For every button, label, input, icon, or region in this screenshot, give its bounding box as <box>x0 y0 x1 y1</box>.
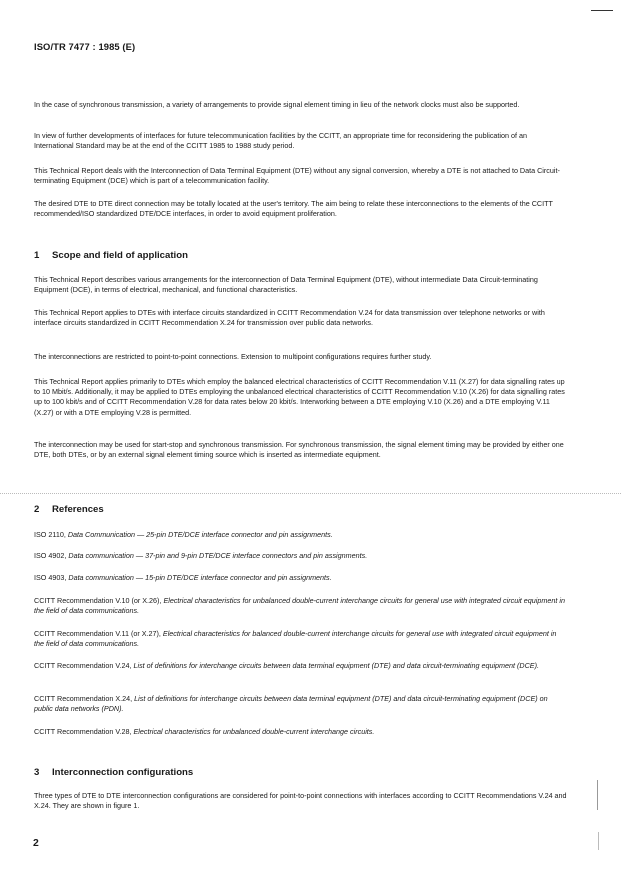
page-number: 2 <box>33 838 39 849</box>
section-title: Interconnection configurations <box>52 767 194 778</box>
reference-id: ISO 2110, <box>34 530 66 539</box>
intro-paragraph: This Technical Report deals with the Interconnection of Data Terminal Equipment (DTE) without any signal conversion, whereby a DTE is not attached to Data Circuit-terminating Equipment (DCE) which is part of a telecommunication facility. <box>34 166 560 186</box>
reference-title: List of definitions for interchange circuits between data terminal equipment (DTE) and data circuit-terminating equipment (DCE) on public data networks (PDN). <box>34 694 548 714</box>
reference-item <box>34 530 568 540</box>
intro-paragraph: The desired DTE to DTE direct connection may be totally located at the user's territory. The aim being to relate these interconnections to the elements of the CCITT recommended/ISO standardized DTE/DCE interfaces, in order to avoid equipment proliferation. <box>34 199 553 219</box>
intro-paragraph: In the case of synchronous transmission, a variety of arrangements to provide signal element timing in lieu of the network clocks must also be supported. <box>34 100 520 109</box>
reference-item <box>34 573 568 583</box>
section-1-paragraph: The interconnections are restricted to point-to-point connections. Extension to multipoint configurations requires further study. <box>34 352 432 361</box>
reference-title: Electrical characteristics for unbalanced double-current interchange circuits for general use with integrated circuit equipment in the field of data communications. <box>34 596 565 616</box>
reference-id: CCITT Recommendation V.10 (or X.26), <box>34 596 162 605</box>
top-right-rule <box>591 10 613 11</box>
reference-id: ISO 4903, <box>34 573 67 582</box>
reference-title: Data communication — 37-pin and 9-pin DTE/DCE interface connectors and pin assignments. <box>68 551 368 560</box>
section-3-heading <box>34 767 193 778</box>
reference-item <box>34 596 568 616</box>
reference-id: CCITT Recommendation V.28, <box>34 727 132 736</box>
section-number: 2 <box>34 504 40 515</box>
section-1-heading <box>34 250 188 261</box>
reference-item <box>34 551 568 561</box>
section-1-paragraph: This Technical Report applies to DTEs with interface circuits standardized in CCITT Recommendation V.24 for data transmission over telephone networks or with interface circuits standardized in CCITT Recommendation X.24 for transmission over public data networks. <box>34 308 545 328</box>
reference-id: CCITT Recommendation X.24, <box>34 694 133 703</box>
reference-title: Data communication — 15-pin DTE/DCE interface connector and pin assignments. <box>68 573 332 582</box>
reference-title: Electrical characteristics for balanced double-current interchange circuits for general use with integrated circuit equipment in the field of data communications. <box>34 629 557 649</box>
reference-item <box>34 727 568 737</box>
reference-id: ISO 4902, <box>34 551 67 560</box>
section-number: 3 <box>34 767 40 778</box>
section-1-paragraph: The interconnection may be used for start-stop and synchronous transmission. For synchronous transmission, the signal element timing may be provided by either one DTE, both DTEs, or by an external signal element timing source which is inserted as intermediate equipment. <box>34 440 564 460</box>
section-number: 1 <box>34 250 40 261</box>
section-title: Scope and field of application <box>52 250 188 261</box>
scan-edge-mark <box>598 832 599 850</box>
section-2-heading <box>34 504 104 515</box>
reference-id: CCITT Recommendation V.11 (or X.27), <box>34 629 161 638</box>
reference-title: Data Communication — 25-pin DTE/DCE interface connector and pin assignments. <box>67 530 333 539</box>
section-1-paragraph: This Technical Report applies primarily to DTEs which employ the balanced electrical characteristics of CCITT Recommendation V.11 (X.27) for data signalling rates up to 10 Mbit/s. Additionally, it may be applied to DTEs employing the unbalanced electrical characteristics of CCITT Recommendation V.10 (X.26) for data signalling rates up to 100 kbit/s and of CCITT Recommendation V.28 for data rates below 20 kbit/s. Interworking between a DTE employing V.10 (X.26) and a DTE employing V.11 (X.27) or with a DTE employing V.28 is permitted. <box>34 377 565 417</box>
reference-id: CCITT Recommendation V.24, <box>34 661 132 670</box>
reference-title: List of definitions for interchange circuits between data terminal equipment (DTE) and data circuit-terminating equipment (DCE). <box>133 661 539 670</box>
reference-item <box>34 694 568 714</box>
reference-title: Electrical characteristics for unbalanced double-current interchange circuits. <box>133 727 375 736</box>
reference-item <box>34 661 568 671</box>
section-1-paragraph: This Technical Report describes various arrangements for the interconnection of Data Terminal Equipment (DTE), without intermediate Data Circuit-terminating Equipment (DCE), in terms of electrical, mechanical, and functional characteristics. <box>34 275 538 295</box>
document-header: ISO/TR 7477 : 1985 (E) <box>34 41 136 52</box>
section-3-paragraph: Three types of DTE to DTE interconnection configurations are considered for point-to-point connections with interfaces according to CCITT Recommendations V.24 and X.24. They are shown in figure 1. <box>34 791 567 811</box>
scan-dotted-line <box>0 493 621 494</box>
intro-paragraph: In view of further developments of interfaces for future telecommunication facilities by the CCITT, an appropriate time for reconsidering the publication of an International Standard may be at the end of the CCITT 1985 to 1988 study period. <box>34 131 527 151</box>
section-title: References <box>52 504 104 515</box>
scan-edge-mark <box>597 780 598 810</box>
reference-item <box>34 629 568 649</box>
